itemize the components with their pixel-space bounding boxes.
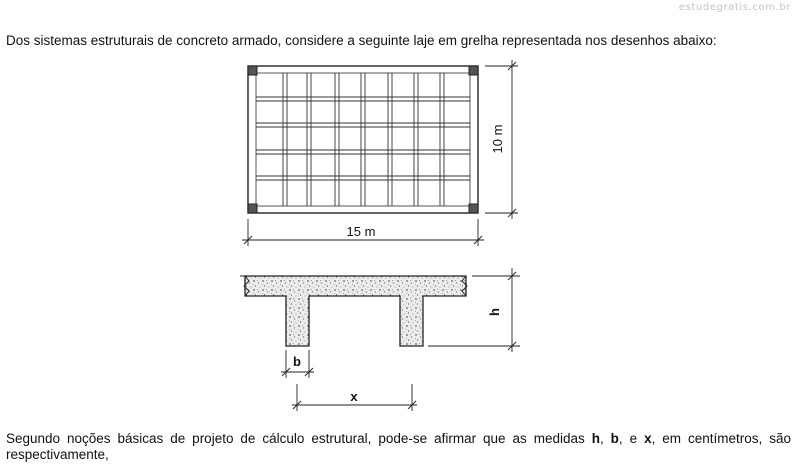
vertical-ribs: [283, 73, 444, 206]
horizontal-ribs: [256, 97, 470, 180]
b-label: b: [293, 354, 301, 369]
slab-inner-outline: [256, 73, 470, 206]
t-beam-section: [245, 276, 466, 346]
section-view: [240, 268, 520, 411]
x-label: x: [350, 389, 358, 404]
intro-text: Dos sistemas estruturais de concreto armado, considere a seguinte laje em grelha representada nos desenhos abaixo:: [6, 33, 717, 48]
site-watermark: estudegratis.com.br: [678, 2, 791, 13]
width-label: 15 m: [346, 224, 376, 239]
h-label: h: [487, 308, 502, 316]
question-b: b: [610, 431, 619, 446]
question-h: h: [591, 431, 600, 446]
question-sep2: , e: [618, 431, 645, 446]
question-text: [6, 431, 791, 463]
corner-columns: [248, 66, 478, 213]
question-sep1: ,: [599, 431, 611, 446]
question-part1: Segundo noções básicas de projeto de cálculo estrutural, pode-se afirmar que as medidas: [6, 431, 592, 446]
slab-outline: [248, 66, 478, 213]
height-label: 10 m: [490, 124, 505, 154]
question-part2: , em centímetros, são respectivamente,: [6, 431, 791, 462]
plan-view: [242, 60, 518, 246]
question-x: x: [644, 431, 652, 446]
